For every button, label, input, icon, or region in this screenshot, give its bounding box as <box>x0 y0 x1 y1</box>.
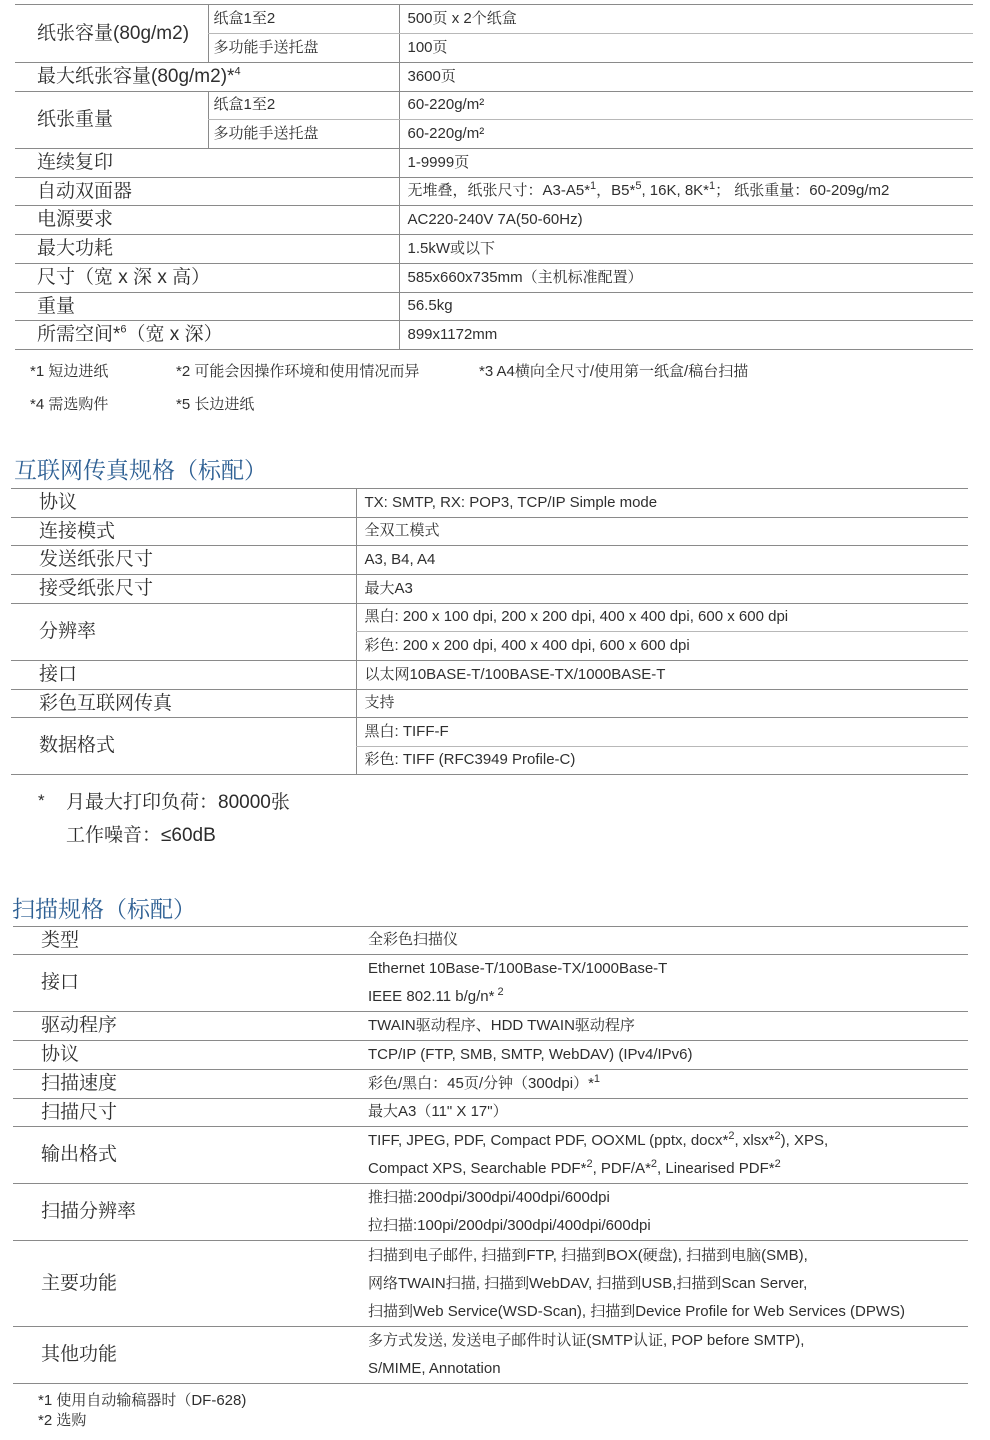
table-row <box>15 206 973 235</box>
table-row <box>13 1041 968 1070</box>
scan-driver-label: 驱动程序 <box>13 1012 360 1041</box>
footnote: *2 可能会因操作环境和使用情况而异 <box>176 363 420 380</box>
fax-color-label: 彩色互联网传真 <box>11 690 356 718</box>
fax-color-value: 支持 <box>356 690 968 718</box>
table-row <box>13 927 968 955</box>
fax-spec-table <box>11 488 968 775</box>
weight-tray-label: 纸盒1至2 <box>208 92 399 120</box>
scan-interface-value: Ethernet 10Base-T/100Base-TX/1000Base-T IEEE 802.11 b/g/n* $^2$ <box>360 955 968 1012</box>
dimensions-value: 585x660x735mm（主机标准配置） <box>399 264 973 293</box>
scan-type-value: 全彩色扫描仪 <box>360 927 968 955</box>
scan-section-title: 扫描规格（标配） <box>12 896 196 922</box>
table-row <box>15 293 973 321</box>
table-row <box>15 63 973 92</box>
scan-protocol-value: TCP/IP (FTP, SMB, SMTP, WebDAV) (IPv4/IPv6) <box>360 1041 968 1070</box>
table-row <box>11 518 968 546</box>
table-row <box>11 604 968 632</box>
fax-mode-label: 连接模式 <box>11 518 356 546</box>
space-label: 所需空间*$^6$（宽 x 深） <box>15 321 399 350</box>
duplex-label: 自动双面器 <box>15 178 399 206</box>
fax-interface-label: 接口 <box>11 661 356 690</box>
fax-format-bw: 黑白: TIFF-F <box>356 718 968 747</box>
footnote: *1 短边进纸 <box>30 363 109 380</box>
table-row <box>13 1184 968 1241</box>
paper-capacity-label: 纸张容量(80g/m2) <box>15 5 208 63</box>
table-row <box>15 5 973 34</box>
footnote: *5 长边进纸 <box>176 396 255 413</box>
table-row <box>15 321 973 350</box>
fax-protocol-value: TX: SMTP, RX: POP3, TCP/IP Simple mode <box>356 489 968 518</box>
footnote: *4 需选购件 <box>30 396 109 413</box>
table-row <box>13 1127 968 1184</box>
fax-recv-size-value: 最大A3 <box>356 575 968 604</box>
table-row <box>15 235 973 264</box>
weight-bypass-value: 60-220g/m² <box>399 120 973 149</box>
scan-resolution-label: 扫描分辨率 <box>13 1184 360 1241</box>
table-row <box>15 178 973 206</box>
power-value: AC220-240V 7A(50-60Hz) <box>399 206 973 235</box>
fax-interface-value: 以太网10BASE-T/100BASE-TX/1000BASE-T <box>356 661 968 690</box>
table-row <box>11 489 968 518</box>
paper-weight-label: 纸张重量 <box>15 92 208 149</box>
scan-footnote: *1 使用自动输稿器时（DF-628) <box>38 1392 247 1409</box>
fax-note-noise: 工作噪音：≤60dB <box>66 825 216 846</box>
fax-note-duty: 月最大打印负荷：80000张 <box>66 792 290 813</box>
tray-label: 纸盒1至2 <box>208 5 399 34</box>
table-row <box>11 546 968 575</box>
scan-interface-label: 接口 <box>13 955 360 1012</box>
continuous-value: 1-9999页 <box>399 149 973 178</box>
scan-driver-value: TWAIN驱动程序、HDD TWAIN驱动程序 <box>360 1012 968 1041</box>
weight-value: 56.5kg <box>399 293 973 321</box>
continuous-label: 连续复印 <box>15 149 399 178</box>
scan-resolution-value: 推扫描:200dpi/300dpi/400dpi/600dpi 拉扫描:100pi/200dpi/300dpi/400dpi/600dpi <box>360 1184 968 1241</box>
weight-label: 重量 <box>15 293 399 321</box>
power-label: 电源要求 <box>15 206 399 235</box>
table-row <box>11 575 968 604</box>
tray-value: 500页 x 2个纸盒 <box>399 5 973 34</box>
scan-type-label: 类型 <box>13 927 360 955</box>
copier-spec-table <box>15 4 973 350</box>
duplex-value: 无堆叠，纸张尺寸：A3-A5*$^1$，B5*$^5$, 16K, 8K*$^1$； 纸张重量：60-209g/m2 <box>399 178 973 206</box>
table-row <box>13 1099 968 1127</box>
max-capacity-label: 最大纸张容量(80g/m2)*$^4$ <box>15 63 399 92</box>
bypass-label: 多功能手送托盘 <box>208 34 399 63</box>
fax-protocol-label: 协议 <box>11 489 356 518</box>
table-row <box>13 955 968 1012</box>
consumption-value: 1.5kW或以下 <box>399 235 973 264</box>
scan-output-label: 输出格式 <box>13 1127 360 1184</box>
table-row <box>13 1327 968 1384</box>
table-row <box>11 718 968 747</box>
scan-other-label: 其他功能 <box>13 1327 360 1384</box>
fax-mode-value: 全双工模式 <box>356 518 968 546</box>
scan-other-value: 多方式发送, 发送电子邮件时认证(SMTP认证, POP before SMTP), S/MIME, Annotation <box>360 1327 968 1384</box>
fax-format-color: 彩色: TIFF (RFC3949 Profile-C) <box>356 747 968 775</box>
fax-format-label: 数据格式 <box>11 718 356 775</box>
fax-recv-size-label: 接受纸张尺寸 <box>11 575 356 604</box>
fax-send-size-value: A3, B4, A4 <box>356 546 968 575</box>
fax-send-size-label: 发送纸张尺寸 <box>11 546 356 575</box>
scan-size-value: 最大A3（11" X 17"） <box>360 1099 968 1127</box>
table-row <box>15 264 973 293</box>
scan-speed-label: 扫描速度 <box>13 1070 360 1099</box>
scan-main-label: 主要功能 <box>13 1241 360 1327</box>
fax-section-title: 互联网传真规格（标配） <box>14 457 267 483</box>
scan-speed-value: 彩色/黑白：45页/分钟（300dpi）*$^1$ <box>360 1070 968 1099</box>
scan-spec-table <box>13 926 968 1384</box>
scan-size-label: 扫描尺寸 <box>13 1099 360 1127</box>
fax-resolution-label: 分辨率 <box>11 604 356 661</box>
space-value: 899x1172mm <box>399 321 973 350</box>
dimensions-label: 尺寸（宽 x 深 x 高） <box>15 264 399 293</box>
max-capacity-value: 3600页 <box>399 63 973 92</box>
weight-bypass-label: 多功能手送托盘 <box>208 120 399 149</box>
consumption-label: 最大功耗 <box>15 235 399 264</box>
table-row <box>15 149 973 178</box>
fax-note-star: * <box>38 791 45 810</box>
footnote: *3 A4横向全尺寸/使用第一纸盒/稿台扫描 <box>479 363 749 380</box>
scan-output-value: TIFF, JPEG, PDF, Compact PDF, OOXML (pptx, docx*$^2$, xlsx*$^2$), XPS, Compact XPS, Searchable PDF*$^2$, PDF/A*$^2$, Linearised PDF*$^2$ <box>360 1127 968 1184</box>
table-row <box>11 661 968 690</box>
fax-resolution-bw: 黑白: 200 x 100 dpi, 200 x 200 dpi, 400 x 400 dpi, 600 x 600 dpi <box>356 604 968 632</box>
scan-footnote: *2 选购 <box>38 1412 87 1429</box>
table-row <box>11 690 968 718</box>
table-row <box>13 1241 968 1327</box>
fax-resolution-color: 彩色: 200 x 200 dpi, 400 x 400 dpi, 600 x 600 dpi <box>356 632 968 661</box>
scan-protocol-label: 协议 <box>13 1041 360 1070</box>
scan-main-value: 扫描到电子邮件, 扫描到FTP, 扫描到BOX(硬盘), 扫描到电脑(SMB), 网络TWAIN扫描, 扫描到WebDAV, 扫描到USB,扫描到Scan Server, 扫描到Web Service(WSD-Scan), 扫描到Device Profile for Web Services (DPWS) <box>360 1241 968 1327</box>
table-row <box>15 92 973 120</box>
weight-tray-value: 60-220g/m² <box>399 92 973 120</box>
table-row <box>13 1070 968 1099</box>
bypass-value: 100页 <box>399 34 973 63</box>
table-row <box>13 1012 968 1041</box>
